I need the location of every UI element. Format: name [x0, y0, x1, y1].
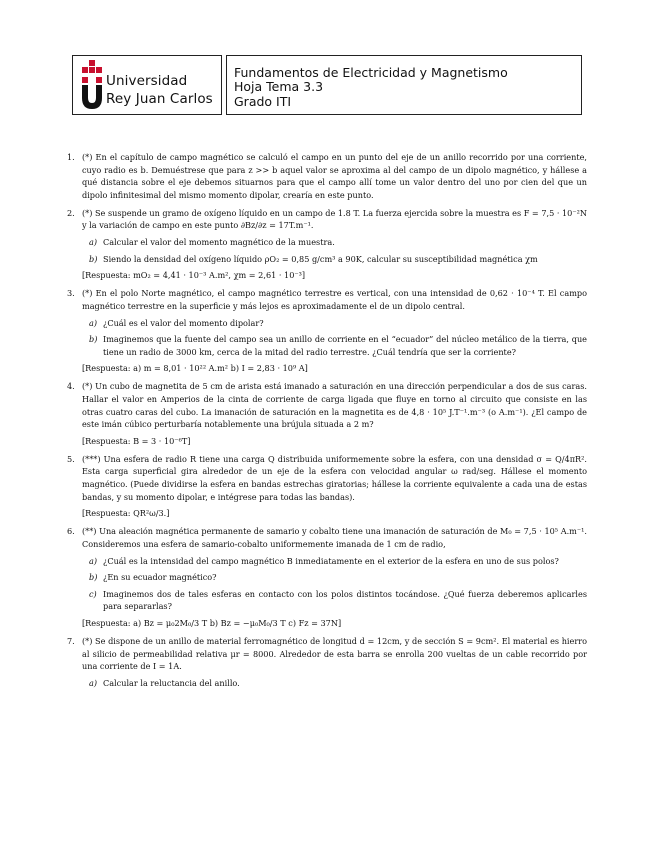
problem-number: 7.: [67, 636, 75, 646]
problem-number: 6.: [67, 526, 75, 537]
sub-question-text: ¿Cuál es el valor del momento dipolar?: [103, 317, 264, 328]
degree-title: Grado ITI: [234, 94, 292, 109]
sub-question-text: Imaginemos que la fuente del campo sea un anillo de corriente en el “ecuador” del núcleo metálico de la tierra, que tiene un radio de 3000 km, cerca de la mitad del radio terrestre. ¿Cuál tendría que ser la corriente?: [103, 334, 587, 357]
problem-number: 4.: [67, 381, 75, 392]
sub-question: [82, 317, 587, 330]
sub-question: [82, 333, 587, 358]
university-name-line-2: Rey Juan Carlos: [106, 91, 213, 107]
sub-question-label: b): [89, 572, 98, 583]
sub-question: [82, 555, 587, 568]
sub-question-label: a): [89, 555, 98, 566]
sub-question: [82, 236, 587, 249]
problem-2: [67, 207, 587, 282]
problem-6: [67, 525, 587, 629]
sub-question-label: c): [89, 588, 97, 599]
problem-number: 2.: [67, 207, 75, 218]
urjc-logo-icon: [81, 60, 103, 110]
answer: [Respuesta: a) Bz = μ₀2M₀/3 T b) Bz = −μ₀M₀/3 T c) Fz = 37N]: [82, 617, 342, 628]
problem-1: [67, 151, 587, 201]
sub-question-text: Calcular la reluctancia del anillo.: [103, 677, 240, 688]
problem-list: [67, 151, 587, 695]
problem-statement: (***) Una esfera de radio R tiene una carga Q distribuida uniformemente sobre la esfera, con una densidad σ = Q/4πR². Esta carga superficial gira alrededor de un eje de la esfera con velocidad angular ω rad/seg. Hállese el momento magnético. (Puede dividirse la esfera en bandas estrechas giratorias; hállese la corriente equivalente a cada una de estas bandas, y su momento dipolar, e intégrese para todas las bandas).: [82, 453, 587, 502]
answer: [Respuesta: mO₂ = 4,41 · 10⁻³ A.m², χm = 2,61 · 10⁻³]: [82, 270, 306, 281]
sheet-title: Hoja Tema 3.3: [234, 79, 324, 94]
sub-question-label: b): [89, 334, 98, 345]
sub-question-label: a): [89, 677, 98, 688]
problem-4: [67, 380, 587, 447]
sub-question-text: Siendo la densidad del oxígeno líquido ρO₂ = 0,85 g/cm³ a 90K, calcular su susceptibilidad magnética χm: [103, 253, 538, 264]
answer: [Respuesta: B = 3 · 10⁻⁶T]: [82, 435, 191, 446]
problem-statement: (*) En el polo Norte magnético, el campo magnético terrestre es vertical, con una intensidad de 0,62 · 10⁻⁴ T. El campo magnético terrestre en la superficie y más lejos es aproximadamente el de un dipolo central.: [82, 288, 587, 311]
sub-question: [82, 571, 587, 584]
problem-5: [67, 453, 587, 520]
sub-question-label: b): [89, 253, 98, 264]
answer: [Respuesta: QR²ω/3.]: [82, 508, 170, 519]
sub-question-label: a): [89, 237, 98, 248]
problem-number: 3.: [67, 288, 75, 299]
problem-7: [67, 635, 587, 689]
sub-question: [82, 253, 587, 266]
answer: [Respuesta: a) m = 8,01 · 10²² A.m² b) I = 2,83 · 10⁹ A]: [82, 363, 308, 374]
sub-question: [82, 677, 587, 690]
university-name-line-1: Universidad: [106, 73, 188, 89]
sub-question: [82, 588, 587, 613]
sub-question-text: Calcular el valor del momento magnético de la muestra.: [103, 237, 335, 248]
problem-number: 5.: [67, 453, 75, 464]
sub-question-text: Imaginemos dos de tales esferas en contacto con los polos distintos tocándose. ¿Qué fuerza deberemos aplicarles para separarlas?: [103, 588, 587, 612]
problem-statement: (*) En el capítulo de campo magnético se calculó el campo en un punto del eje de un anillo recorrido por una corriente, cuyo radio es b. Demuéstrese que para z >> b aquel valor se aproxima al del campo de un dipolo magnético, y hállese a qué distancia sobre el eje debemos situarnos para que el campo allí tome un valor dentro del uno por cien del que un dipolo infinitesimal del mismo momento dipolar, crearía en este punto.: [82, 152, 587, 200]
sub-question-text: ¿Cuál es la intensidad del campo magnético B inmediatamente en el exterior de la esfera en uno de sus polos?: [103, 555, 559, 566]
problem-statement: (**) Una aleación magnética permanente de samario y cobalto tiene una imanación de saturación de M₀ = 7,5 · 10⁵ A.m⁻¹. Consideremos una esfera de samario-cobalto uniformemente imanada de 1 cm de radio,: [82, 526, 587, 549]
problem-statement: (*) Se suspende un gramo de oxígeno líquido en un campo de 1.8 T. La fuerza ejercida sobre la muestra es F = 7,5 · 10⁻²N y la variación de campo en este punto ∂Bz/∂z = 17T.m⁻¹.: [82, 207, 587, 231]
problem-statement: (*) Se dispone de un anillo de material ferromagnético de longitud d = 12cm, y de sección S = 9cm². El material es hierro al silicio de permeabilidad relativa μr = 8000. Alrededor de esta barra se enrolla 200 vueltas de un cable recorrido por una corriente de I = 1A.: [82, 636, 587, 672]
sub-question-label: a): [89, 317, 98, 328]
problem-3: [67, 287, 587, 375]
sub-question-text: ¿En su ecuador magnético?: [103, 572, 217, 583]
university-logo-box: [72, 55, 222, 115]
course-title-box: [226, 55, 582, 115]
problem-statement: (*) Un cubo de magnetita de 5 cm de arista está imanado a saturación en una dirección perpendicular a dos de sus caras. Hallar el valor en Amperios de la cinta de corriente de carga ligada que fluye en torno al circuito que consiste en las otras cuatro caras del cubo. La imanación de saturación en la magnetita es de 4,8 · 10⁵ J.T⁻¹.m⁻³ (o A.m⁻¹). ¿El campo de este imán cúbico perturbaría notablemente una brújula situada a 2 m?: [82, 381, 587, 430]
problem-number: 1.: [67, 152, 75, 162]
course-title: Fundamentos de Electricidad y Magnetismo: [234, 65, 508, 80]
